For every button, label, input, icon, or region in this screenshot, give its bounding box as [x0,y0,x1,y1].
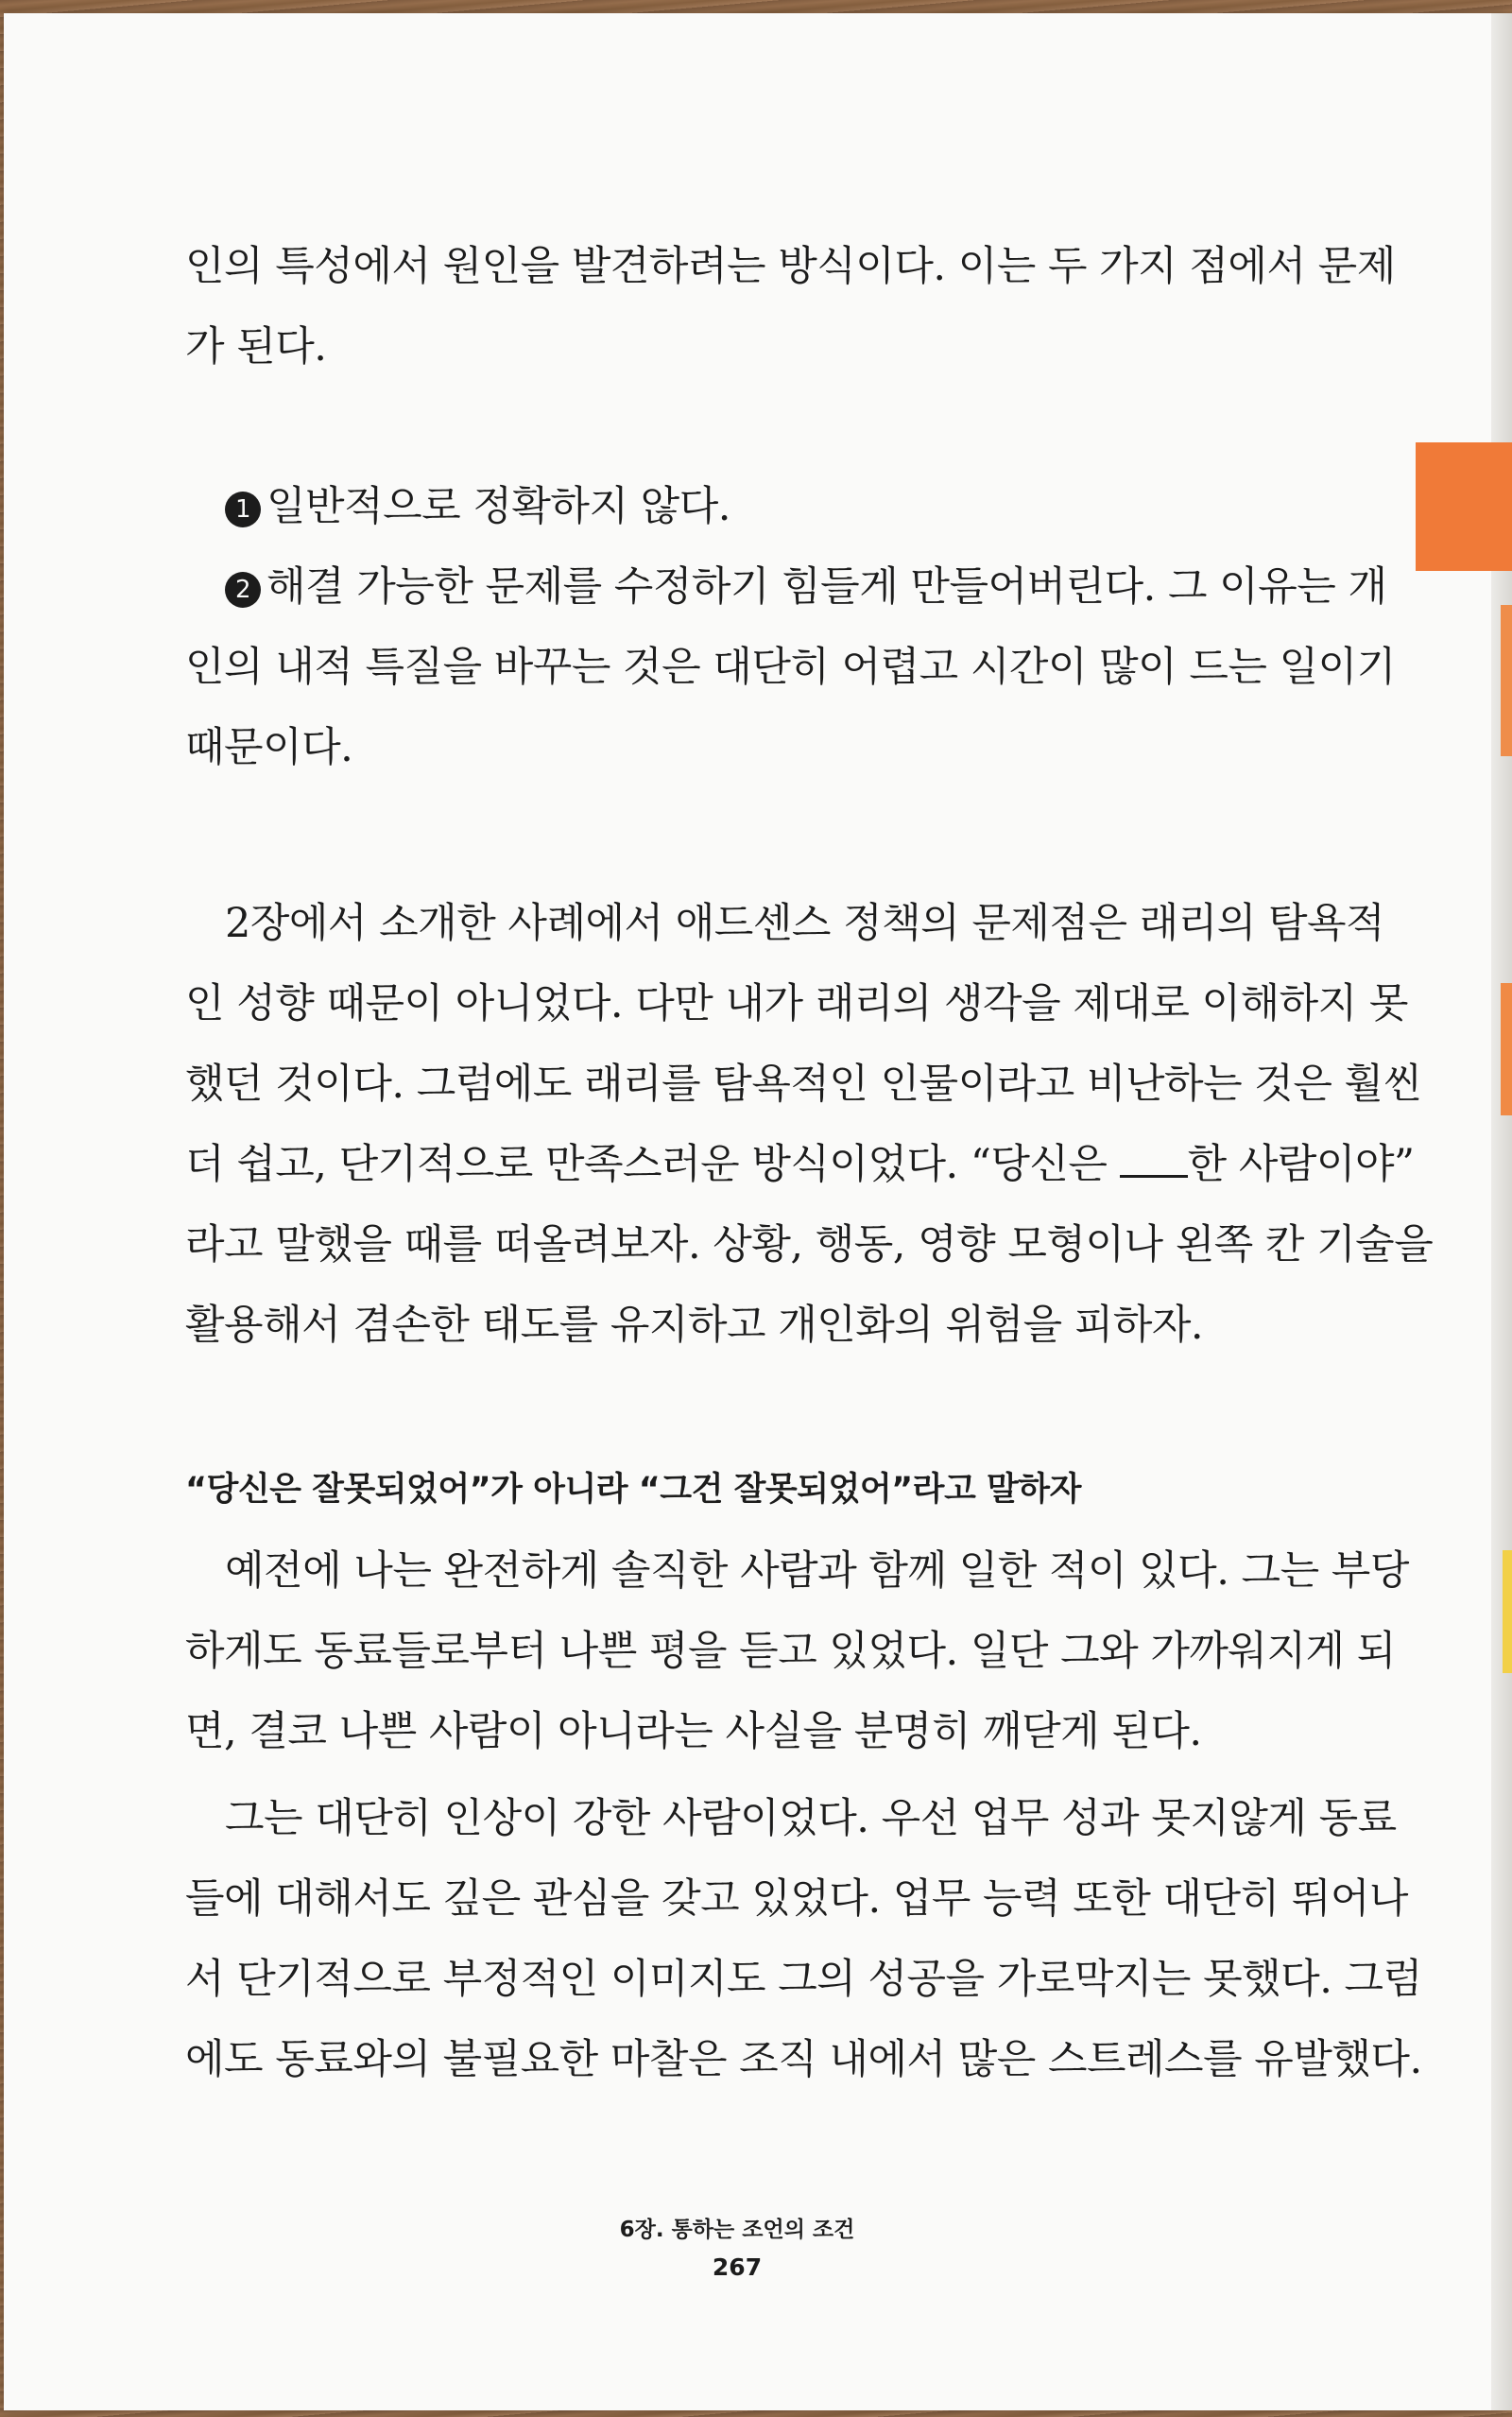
orange-sticky-tab-edge [1501,605,1512,756]
list-item-1 [185,467,1281,547]
paragraph-line: 활용해서 겸손한 태도를 유지하고 개인화의 위험을 피하자. [185,1302,1204,1349]
chapter-footer: 6장. 통하는 조언의 조건 [619,2218,855,2242]
list-item-text: 일반적으로 정확하지 않다. [266,483,730,530]
paragraph-line: 에도 동료와의 불필요한 마찰은 조직 내에서 많은 스트레스를 유발했다. [185,2036,1422,2083]
paragraph-line: 했던 것이다. 그럼에도 래리를 탐욕적인 인물이라고 비난하는 것은 훨씬 [185,1061,1422,1108]
numbered-list [185,467,1396,788]
list-item-2 [185,547,1387,628]
paragraph-1 [185,227,1396,388]
page-edge [1491,13,1512,2410]
circled-number-1-icon: 1 [225,492,261,527]
paragraph-line: 그는 대단히 인상이 강한 사람이었다. 우선 업무 성과 못지않게 동료 [225,1795,1397,1842]
paragraph-line: 2장에서 소개한 사례에서 애드센스 정책의 문제점은 래리의 탐욕적 [225,900,1385,947]
paragraph-line: 가 된다. [185,323,327,371]
line-text-after-blank: 한 사람이야” [1187,1141,1415,1188]
paragraph-line: 하게도 동료들로부터 나쁜 평을 듣고 있었다. 일단 그와 가까워지게 되 [185,1628,1396,1675]
circled-number-2-icon: 2 [225,572,261,608]
list-item-2-continuation: 인의 내적 특질을 바꾸는 것은 대단히 어렵고 시간이 많이 드는 일이기 [185,644,1396,691]
orange-sticky-tab-edge-lower [1501,983,1512,1115]
line-text-before-blank: 더 쉽고, 단기적으로 만족스러운 방식이었다. “당신은 [185,1141,1120,1188]
paragraph-4 [185,1779,1422,2100]
list-item-2-continuation: 때문이다. [185,724,353,771]
fill-in-blank-underline [1120,1147,1188,1178]
page-number: 267 [712,2253,763,2281]
paragraph-line: 예전에 나는 완전하게 솔직한 사람과 함께 일한 적이 있다. 그는 부당 [225,1547,1409,1595]
paragraph-line: 서 단기적으로 부정적인 이미지도 그의 성공을 가로막지는 못했다. 그럼 [185,1956,1422,2003]
section-heading: “당신은 잘못되었어”가 아니라 “그건 잘못되었어”라고 말하자 [185,1471,1081,1509]
paragraph-line: 인의 특성에서 원인을 발견하려는 방식이다. 이는 두 가지 점에서 문제 [185,243,1396,290]
orange-sticky-tab [1416,442,1512,571]
yellow-sticky-tab-edge [1503,1550,1512,1673]
paragraph-3 [185,1531,1409,1772]
paragraph-line: 들에 대해서도 깊은 관심을 갖고 있었다. 업무 능력 또한 대단히 뛰어나 [185,1875,1408,1923]
paragraph-2 [185,884,1434,1366]
paragraph-line: 인 성향 때문이 아니었다. 다만 내가 래리의 생각을 제대로 이해하지 못 [185,980,1408,1027]
paragraph-line: 면, 결코 나쁜 사람이 아니라는 사실을 분명히 깨닫게 된다. [185,1708,1202,1755]
paragraph-line: 라고 말했을 때를 떠올려보자. 상황, 행동, 영향 모형이나 왼쪽 칸 기술을 [185,1221,1434,1269]
list-item-text: 해결 가능한 문제를 수정하기 힘들게 만들어버린다. 그 이유는 개 [266,563,1387,611]
paragraph-line-with-blank [185,1125,1415,1205]
